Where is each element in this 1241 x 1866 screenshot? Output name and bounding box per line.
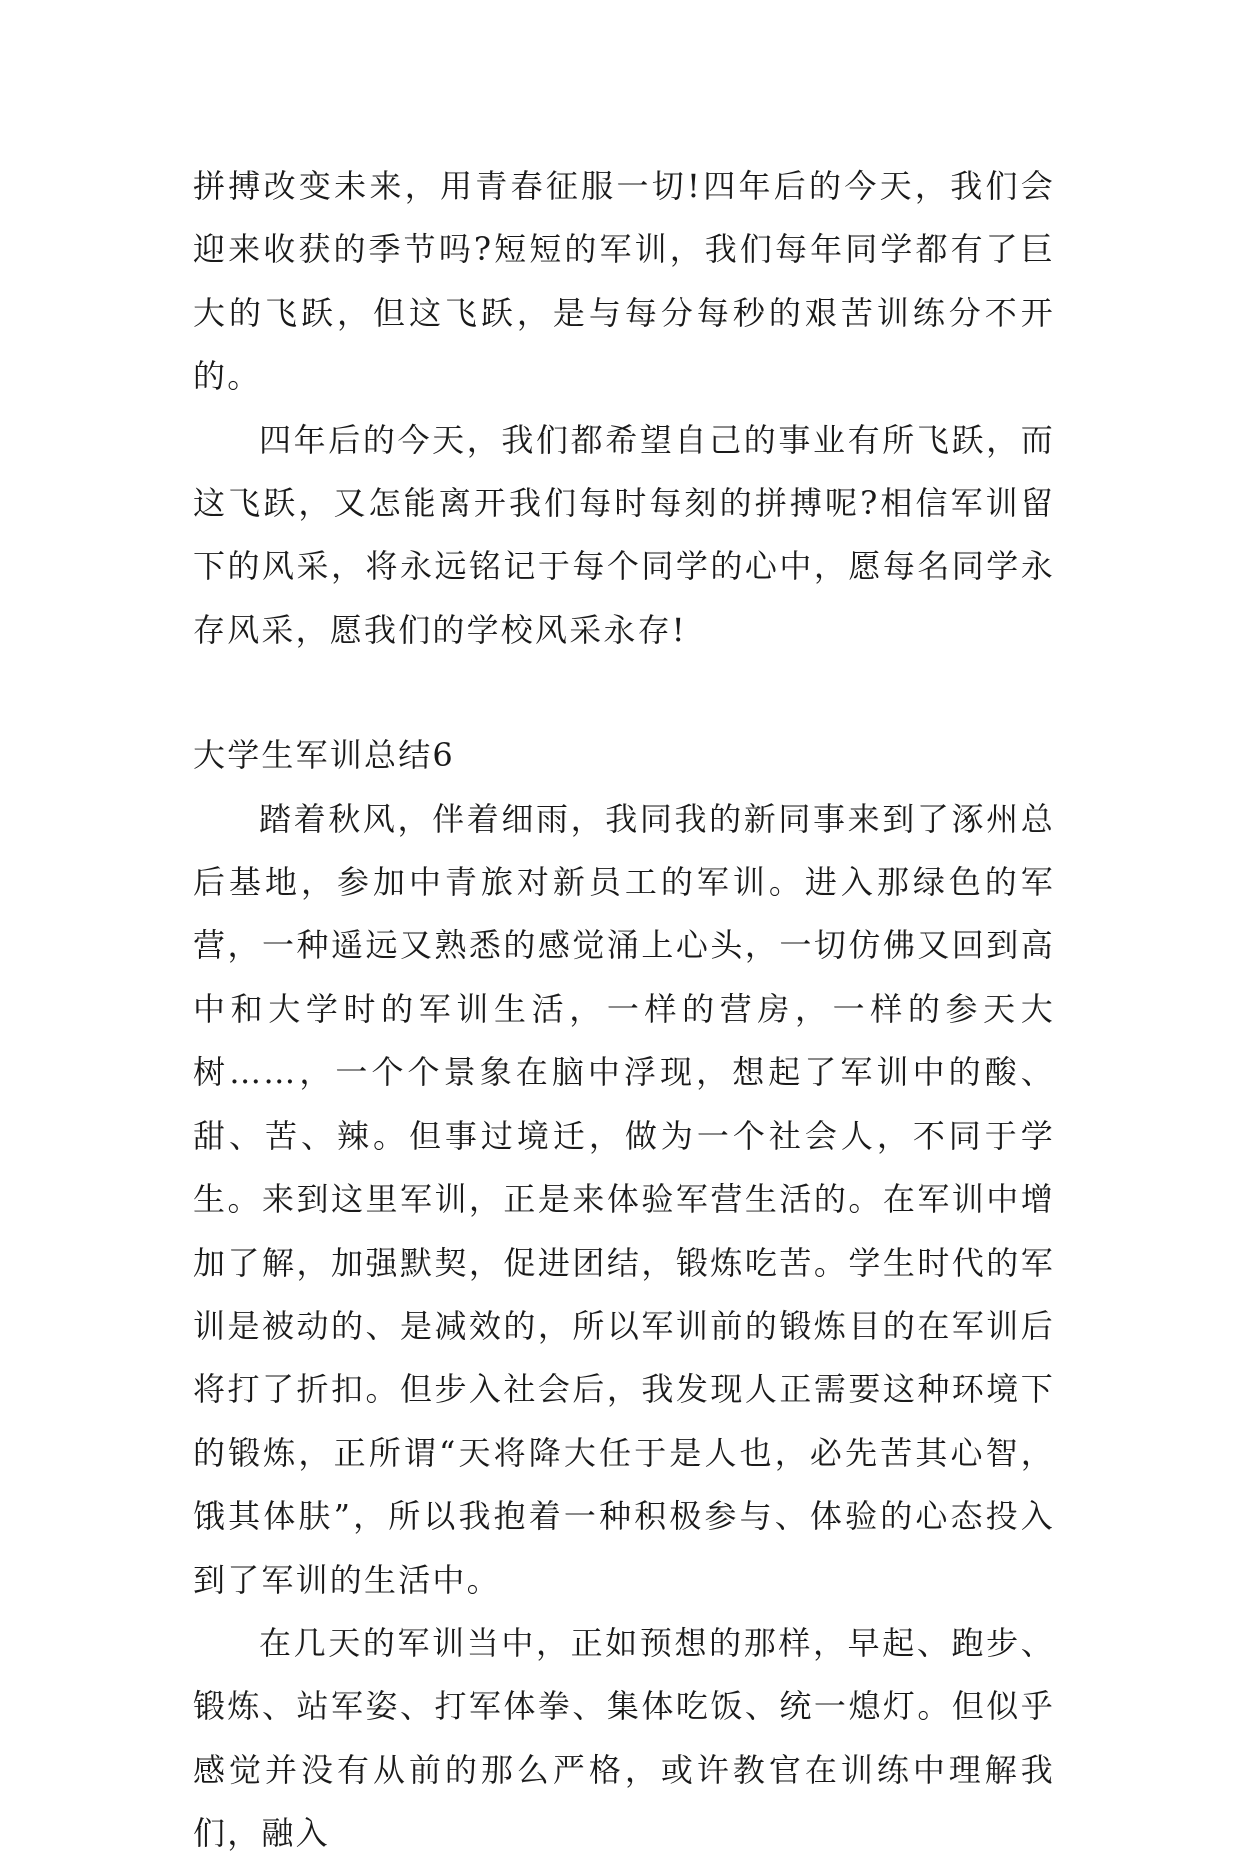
body-paragraph: 在几天的军训当中，正如预想的那样，早起、跑步、锻炼、站军姿、打军体拳、集体吃饭、统一熄灯。但似乎感觉并没有从前的那么严格，或许教官在训练中理解我们，融入 bbox=[193, 1623, 1055, 1853]
body-paragraph: 拼搏改变未来，用青春征服一切!四年后的今天，我们会迎来收获的季节吗?短短的军训，我们每年同学都有了巨大的飞跃，但这飞跃，是与每分每秒的艰苦训练分不开的。 bbox=[193, 167, 1055, 396]
body-paragraph: 踏着秋风，伴着细雨，我同我的新同事来到了涿州总后基地，参加中青旅对新员工的军训。进入那绿色的军营，一种遥远又熟悉的感觉涌上心头，一切仿佛又回到高中和大学时的军训生活，一样的营房，一样的参天大树……，一个个景象在脑中浮现，想起了军训中的酸、甜、苦、辣。但事过境迁，做为一个社会人，不同于学生。来到这里军训，正是来体验军营生活的。在军训中增加了解，加强默契，促进团结，锻炼吃苦。学生时代的军训是被动的、是减效的，所以军训前的锻炼目的在军训后将打了折扣。但步入社会后，我发现人正需要这种环境下的锻炼，正所谓“天将降大任于是人也，必先苦其心智，饿其体肤”，所以我抱着一种积极参与、体验的心态投入到了军训的生活中。 bbox=[193, 799, 1055, 1599]
section-heading: 大学生军训总结6 bbox=[193, 736, 455, 775]
document-page bbox=[193, 155, 1055, 1866]
body-paragraph: 四年后的今天，我们都希望自己的事业有所飞跃，而这飞跃，又怎能离开我们每时每刻的拼搏呢?相信军训留下的风采，将永远铭记于每个同学的心中，愿每名同学永存风采，愿我们的学校风采永存! bbox=[193, 420, 1055, 649]
